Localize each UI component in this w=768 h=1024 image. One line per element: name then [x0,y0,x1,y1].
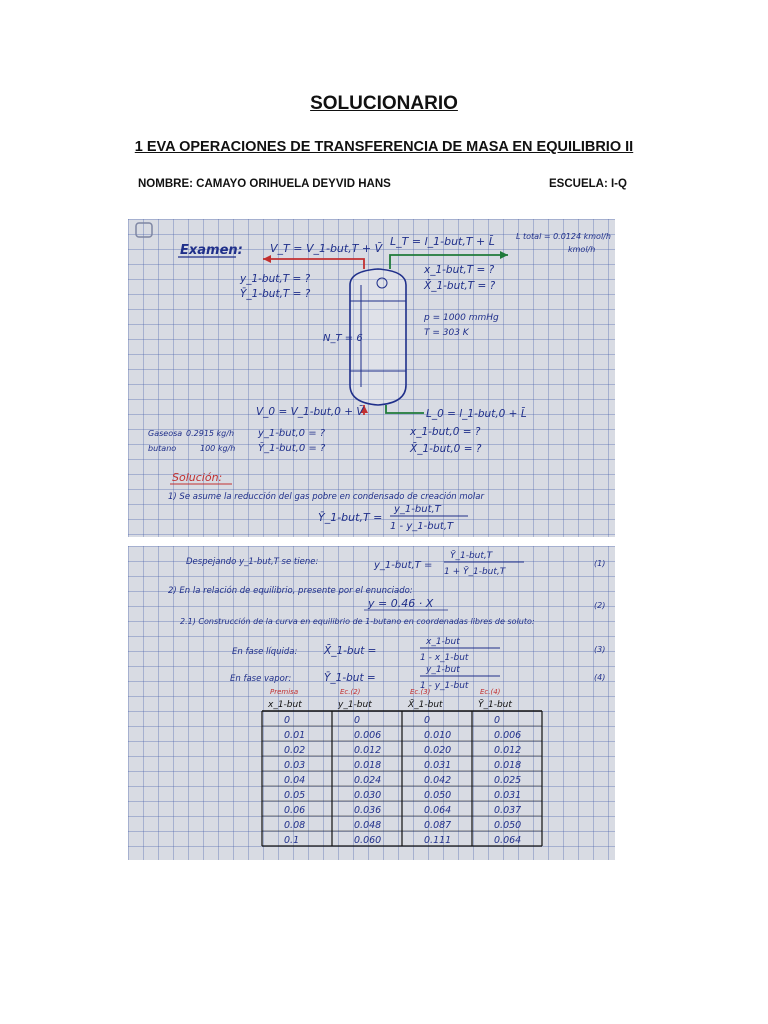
table-cell: 0.010 [424,730,452,741]
table-cell: 0.111 [424,835,452,846]
table-cell: 0 [354,715,361,726]
svg-text:y_1-but,T: y_1-but,T [394,504,441,515]
svg-text:y_1-but: y_1-but [426,665,460,675]
page-title: SOLUCIONARIO [310,93,458,114]
table-cell: 0 [494,715,501,726]
svg-text:Solución:: Solución: [172,471,223,484]
svg-text:butano: butano [148,444,177,453]
table-cell: 0.064 [494,835,522,846]
table-cell: 0 [424,715,431,726]
svg-text:Despejando y_1-but,T se tiene:: Despejando y_1-but,T se tiene: [186,557,319,567]
table-cell: 0.006 [354,730,382,741]
table-cell: 0.012 [494,745,522,756]
svg-text:x_1-but,T = ?: x_1-but,T = ? [424,264,495,276]
svg-text:1 - x_1-but: 1 - x_1-but [420,653,469,663]
svg-text:Ȳ_1-but =: Ȳ_1-but = [324,672,376,684]
exam-sketch-1 [128,219,615,537]
table-cell: 0.06 [284,805,306,816]
svg-text:X̄_1-but =: X̄_1-but = [324,645,377,657]
svg-text:Ȳ_1-but,0 = ?: Ȳ_1-but,0 = ? [258,443,326,454]
equilibrium-table [262,688,542,846]
svg-text:y_1-but,T = ?: y_1-but,T = ? [240,273,311,285]
exam-sketch-2 [128,546,615,860]
table-cell: 0.025 [494,775,522,786]
svg-text:2) En la relación de equilibri: 2) En la relación de equilibrio, presente por el enunciado: [168,586,413,596]
svg-text:x_1-but: x_1-but [426,637,460,647]
student-name: NOMBRE: CAMAYO ORIHUELA DEYVID HANS [138,178,391,190]
exam-heading: Examen: [180,243,243,258]
svg-text:1 + Ȳ_1-but,T: 1 + Ȳ_1-but,T [444,567,506,577]
table-cell: 0.08 [284,820,306,831]
table-cell: 0.037 [494,805,522,816]
svg-text:L_0 = l_1-but,0 + L̄: L_0 = l_1-but,0 + L̄ [426,408,527,420]
table-header: X̄_1-but [408,700,443,710]
table-cell: 0.031 [424,760,452,771]
svg-text:(2): (2) [594,601,606,610]
table-cell: 0.05 [284,790,306,801]
svg-text:Gaseosa: Gaseosa [148,429,183,438]
svg-text:En fase vapor:: En fase vapor: [230,674,292,684]
page-subtitle: 1 EVA OPERACIONES DE TRANSFERENCIA DE MASA EN EQUILIBRIO II [134,139,634,155]
table-column-note: Ec.(4) [480,688,501,696]
svg-text:y = 0.46 · X: y = 0.46 · X [368,597,434,610]
svg-text:x_1-but,0 = ?: x_1-but,0 = ? [410,426,481,438]
table-cell: 0.02 [284,745,306,756]
svg-text:L_T = l_1-but,T + L̄: L_T = l_1-but,T + L̄ [390,235,495,248]
table-cell: 0.031 [494,790,522,801]
table-cell: 0.087 [424,820,452,831]
svg-text:X̄_1-but,T = ?: X̄_1-but,T = ? [424,280,496,292]
table-column-note: Ec.(2) [340,688,361,696]
exam-photo-1 [128,219,615,537]
svg-text:V_T = V_1-but,T + V̄: V_T = V_1-but,T + V̄ [270,242,383,255]
table-cell: 0.01 [284,730,306,741]
table-cell: 0.050 [494,820,522,831]
table-cell: 0.060 [354,835,382,846]
svg-text:p = 1000 mmHg: p = 1000 mmHg [424,313,499,323]
table-header: y_1-but [338,700,372,710]
svg-text:T = 303 K: T = 303 K [424,328,469,338]
table-column-note: Premisa [270,688,299,696]
table-cell: 0.020 [424,745,452,756]
svg-text:Ȳ_1-but,T =: Ȳ_1-but,T = [318,511,383,524]
svg-text:1 - y_1-but: 1 - y_1-but [420,681,469,691]
table-cell: 0.1 [284,835,300,846]
svg-text:(3): (3) [594,645,606,654]
svg-text:1) Se asume la reducción del g: 1) Se asume la reducción del gas pobre en condensado de creación molar [168,492,484,502]
table-header: x_1-but [268,700,302,710]
svg-text:L total = 0.0124 kmol/h: L total = 0.0124 kmol/h [516,232,611,241]
svg-text:0.2915 kg/h: 0.2915 kg/h [186,429,235,438]
svg-text:2.1) Construcción de la curva: 2.1) Construcción de la curva en equilibrio de 1-butano en coordenadas libres de soluto: [180,617,535,626]
svg-text:(1): (1) [594,559,606,568]
table-cell: 0.012 [354,745,382,756]
table-cell: 0 [284,715,291,726]
table-cell: 0.018 [354,760,382,771]
exam-photo-2 [128,546,615,860]
svg-text:Ȳ_1-but,T: Ȳ_1-but,T [450,551,493,561]
table-cell: 0.064 [424,805,452,816]
table-cell: 0.030 [354,790,382,801]
svg-text:En fase líquida:: En fase líquida: [232,647,298,657]
table-column-note: Ec.(3) [410,688,431,696]
table-cell: 0.018 [494,760,522,771]
table-cell: 0.04 [284,775,306,786]
svg-text:X̄_1-but,0 = ?: X̄_1-but,0 = ? [410,443,482,455]
svg-text:y_1-but,T =: y_1-but,T = [374,560,433,571]
svg-text:Ȳ_1-but,T = ?: Ȳ_1-but,T = ? [240,288,311,300]
svg-text:1 - y_1-but,T: 1 - y_1-but,T [390,521,454,532]
table-cell: 0.006 [494,730,522,741]
table-cell: 0.03 [284,760,306,771]
table-cell: 0.048 [354,820,382,831]
svg-text:kmol/h: kmol/h [568,245,596,254]
table-cell: 0.036 [354,805,382,816]
svg-text:V_0 = V_1-but,0 + V̄: V_0 = V_1-but,0 + V̄ [256,406,364,418]
svg-text:N_T = 6: N_T = 6 [323,333,363,344]
table-header: Ȳ_1-but [478,700,512,710]
school-label: ESCUELA: I-Q [549,178,627,190]
table-cell: 0.024 [354,775,382,786]
svg-text:100 kg/h: 100 kg/h [200,444,236,453]
table-cell: 0.042 [424,775,452,786]
svg-text:(4): (4) [594,673,606,682]
table-cell: 0.050 [424,790,452,801]
svg-text:y_1-but,0 = ?: y_1-but,0 = ? [258,428,326,439]
